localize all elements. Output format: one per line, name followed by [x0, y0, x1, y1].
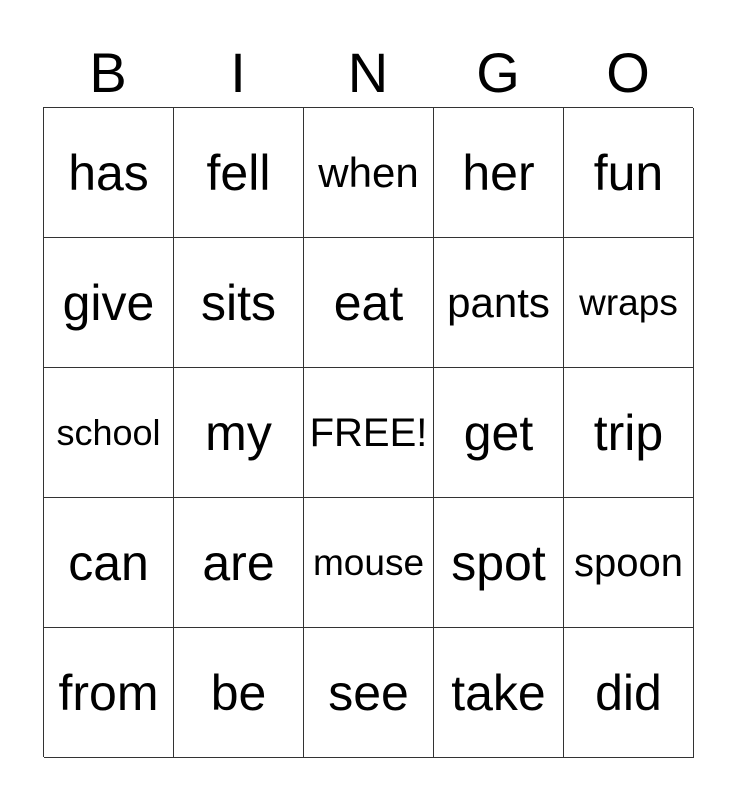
header-letter-o: O	[606, 41, 650, 104]
bingo-cell: school	[44, 368, 174, 498]
bingo-cell: get	[434, 368, 564, 498]
header-letter-b: B	[89, 41, 127, 104]
bingo-card-grid	[43, 107, 693, 757]
bingo-cell: from	[44, 628, 174, 758]
header-letter-n: N	[347, 41, 389, 104]
bingo-cell: has	[44, 108, 174, 238]
bingo-cell: her	[434, 108, 564, 238]
bingo-cell: spot	[434, 498, 564, 628]
free-space-cell: FREE!	[304, 368, 434, 498]
bingo-cell: eat	[304, 238, 434, 368]
bingo-cell: are	[174, 498, 304, 628]
bingo-cell: take	[434, 628, 564, 758]
bingo-cell: can	[44, 498, 174, 628]
bingo-cell: did	[564, 628, 694, 758]
bingo-cell: give	[44, 238, 174, 368]
bingo-cell: wraps	[564, 238, 694, 368]
bingo-header	[43, 38, 693, 108]
bingo-cell: be	[174, 628, 304, 758]
bingo-cell: pants	[434, 238, 564, 368]
bingo-cell: spoon	[564, 498, 694, 628]
bingo-cell: fell	[174, 108, 304, 238]
bingo-cell: mouse	[304, 498, 434, 628]
bingo-cell: trip	[564, 368, 694, 498]
bingo-cell: my	[174, 368, 304, 498]
header-letter-i: I	[230, 41, 246, 104]
bingo-cell: see	[304, 628, 434, 758]
bingo-cell: when	[304, 108, 434, 238]
header-letter-g: G	[476, 41, 520, 104]
bingo-cell: sits	[174, 238, 304, 368]
bingo-cell: fun	[564, 108, 694, 238]
